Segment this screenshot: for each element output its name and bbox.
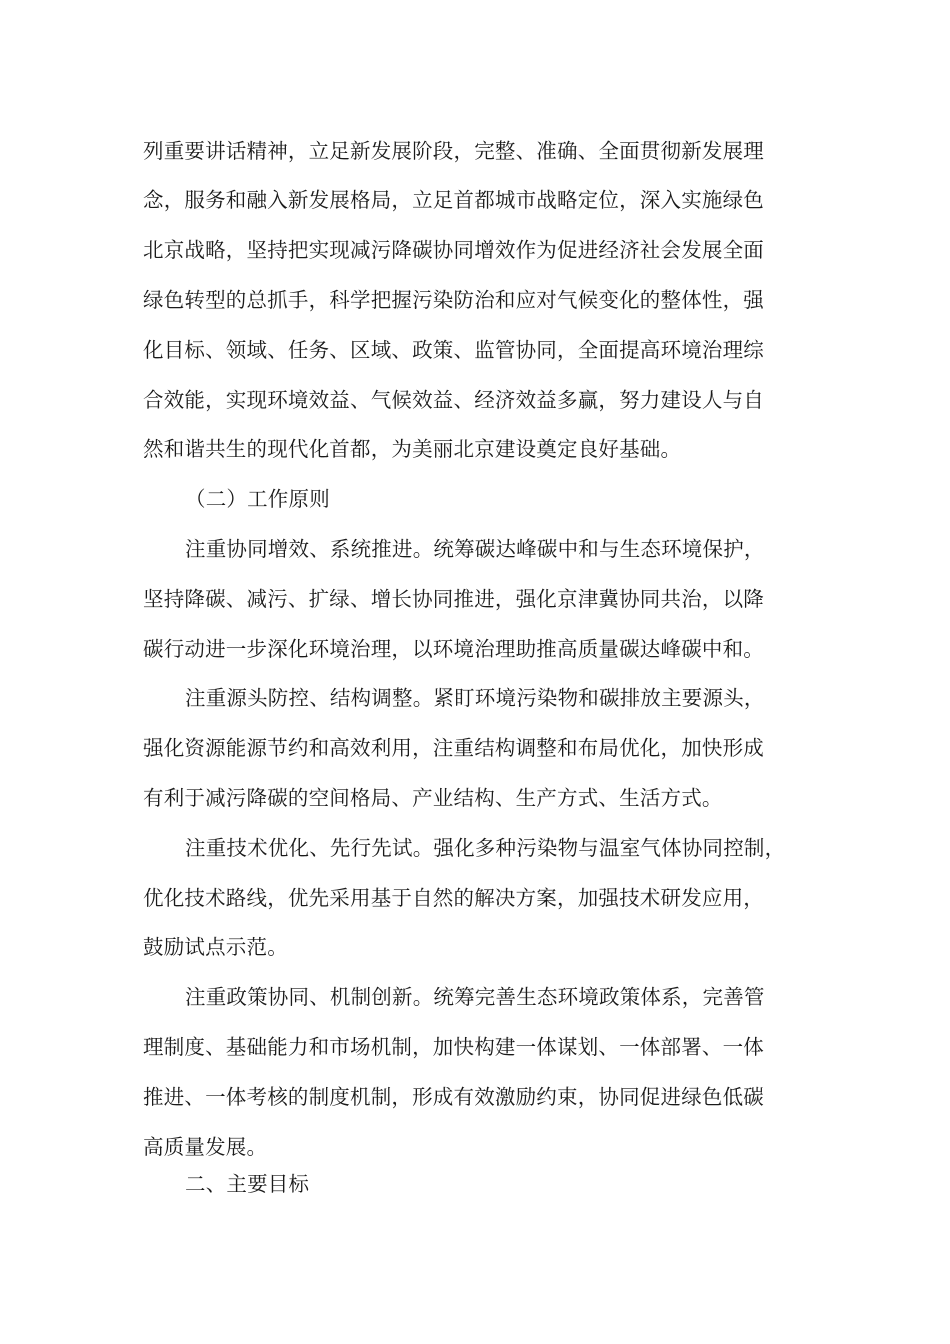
text-line: 坚持降碳、减污、扩绿、增长协同推进，强化京津冀协同共治，以降 xyxy=(143,587,764,611)
text-line: 北京战略，坚持把实现减污降碳协同增效作为促进经济社会发展全面 xyxy=(143,238,764,262)
text-line: 列重要讲话精神，立足新发展阶段，完整、准确、全面贯彻新发展理 xyxy=(143,139,764,163)
section-heading: （二）工作原则 xyxy=(185,487,330,511)
text-line: 鼓励试点示范。 xyxy=(143,935,288,959)
text-line: 推进、一体考核的制度机制，形成有效激励约束，协同促进绿色低碳 xyxy=(143,1085,764,1109)
text-line: 理制度、基础能力和市场机制，加快构建一体谋划、一体部署、一体 xyxy=(143,1035,764,1059)
text-line: 然和谐共生的现代化首都，为美丽北京建设奠定良好基础。 xyxy=(143,437,682,461)
text-line: 注重政策协同、机制创新。统筹完善生态环境政策体系，完善管 xyxy=(185,985,765,1009)
text-line: 化目标、领域、任务、区域、政策、监管协同，全面提高环境治理综 xyxy=(143,338,764,362)
text-line: 强化资源能源节约和高效利用，注重结构调整和布局优化，加快形成 xyxy=(143,736,764,760)
text-line: 合效能，实现环境效益、气候效益、经济效益多赢，努力建设人与自 xyxy=(143,388,764,412)
text-line: 有利于减污降碳的空间格局、产业结构、生产方式、生活方式。 xyxy=(143,786,723,810)
text-line: 高质量发展。 xyxy=(143,1135,268,1159)
text-line: 绿色转型的总抓手，科学把握污染防治和应对气候变化的整体性，强 xyxy=(143,288,764,312)
text-line: 碳行动进一步深化环境治理，以环境治理助推高质量碳达峰碳中和。 xyxy=(143,637,764,661)
text-line: 注重协同增效、系统推进。统筹碳达峰碳中和与生态环境保护， xyxy=(185,537,765,561)
text-line: 注重源头防控、结构调整。紧盯环境污染物和碳排放主要源头， xyxy=(185,686,765,710)
text-line: 注重技术优化、先行先试。强化多种污染物与温室气体协同控制， xyxy=(185,836,786,860)
text-line: 优化技术路线，优先采用基于自然的解决方案，加强技术研发应用， xyxy=(143,886,764,910)
text-line: 念，服务和融入新发展格局，立足首都城市战略定位，深入实施绿色 xyxy=(143,188,764,212)
section-heading: 二、主要目标 xyxy=(185,1172,310,1196)
